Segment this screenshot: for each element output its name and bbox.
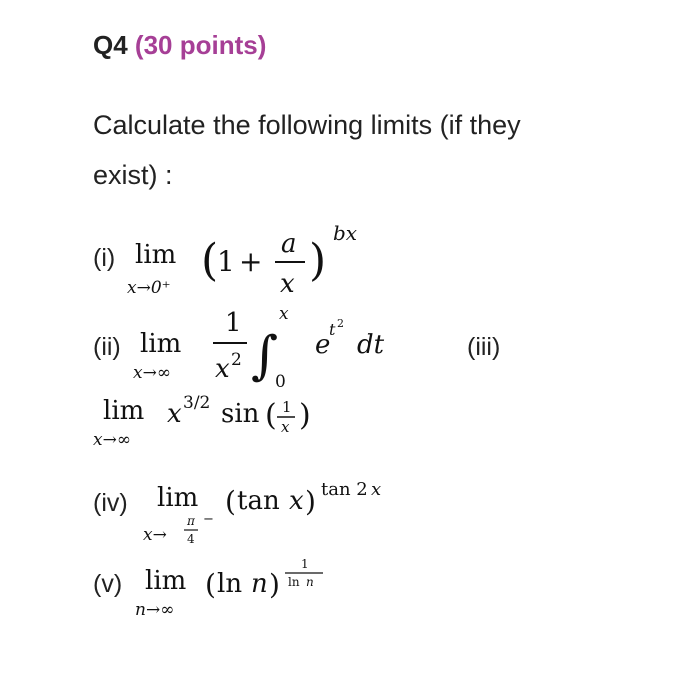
lim-subscript-iv: x→: [143, 525, 167, 545]
svg-text:): ): [305, 485, 316, 518]
subscript-pi-over-4: [177, 513, 217, 555]
svg-text:tan: tan: [237, 486, 280, 516]
limit-part-i: [93, 222, 393, 302]
lim-operator-iii: lim: [103, 396, 145, 426]
svg-text:t: t: [329, 320, 336, 339]
question-points: (30 points): [134, 30, 267, 60]
question-number: Q4: [93, 30, 128, 60]
expression-iv: [225, 475, 415, 525]
expression-ii: [211, 305, 401, 395]
svg-text:n: n: [251, 569, 268, 599]
svg-text:+: +: [239, 245, 263, 278]
svg-text:x: x: [215, 354, 230, 384]
svg-text:bx: bx: [333, 222, 358, 245]
limit-part-ii: [93, 305, 501, 395]
svg-text:(: (: [225, 485, 236, 518]
svg-text:tan 2: tan 2: [321, 479, 368, 500]
svg-text:e: e: [315, 330, 331, 360]
limit-part-iii: [93, 392, 353, 458]
svg-text:ln: ln: [288, 575, 300, 589]
svg-text:n: n: [306, 575, 314, 589]
expression-iii: [167, 392, 337, 452]
svg-text:(: (: [265, 398, 277, 433]
svg-text:x: x: [281, 418, 290, 436]
lim-operator-i: lim: [135, 240, 177, 270]
svg-text:x: x: [371, 479, 382, 500]
part-label-iii: (iii): [467, 333, 501, 361]
svg-text:∫: ∫: [251, 326, 279, 386]
svg-text:1: 1: [217, 245, 235, 278]
limit-part-iv: [93, 475, 423, 555]
lim-subscript-v: n→∞: [135, 600, 175, 620]
prompt-line-2: exist) :: [93, 160, 173, 190]
part-label-iv: (iv): [93, 489, 128, 517]
svg-text:): ): [269, 568, 280, 601]
svg-text:4: 4: [187, 532, 195, 546]
question-header: [93, 30, 266, 61]
lim-subscript-iii: x→∞: [93, 430, 131, 450]
svg-text:1: 1: [225, 308, 242, 338]
svg-text:x: x: [280, 269, 295, 299]
lim-subscript-i: x→0⁺: [127, 278, 171, 298]
svg-text:−: −: [203, 513, 214, 527]
svg-text:(: (: [205, 568, 216, 601]
svg-text:π: π: [187, 514, 195, 528]
svg-text:x: x: [279, 305, 289, 324]
part-label-ii: (ii): [93, 333, 121, 361]
limit-part-v: [93, 558, 393, 628]
svg-text:1: 1: [282, 398, 292, 416]
svg-text:sin: sin: [221, 399, 260, 429]
svg-text:0: 0: [275, 372, 286, 392]
svg-text:3/2: 3/2: [183, 393, 211, 413]
svg-text:a: a: [281, 229, 297, 259]
svg-text:2: 2: [231, 350, 242, 370]
svg-text:x: x: [167, 399, 182, 429]
prompt-line-1: Calculate the following limits (if they: [93, 110, 521, 140]
svg-text:1: 1: [301, 558, 309, 571]
expression-v: [205, 558, 355, 608]
svg-text:): ): [309, 235, 327, 286]
svg-text:): ): [299, 398, 311, 433]
svg-text:x: x: [289, 486, 304, 516]
part-label-v: (v): [93, 570, 123, 598]
svg-text:(: (: [201, 235, 219, 286]
part-label-i: (i): [93, 244, 116, 272]
expression-i: [201, 222, 361, 302]
svg-text:2: 2: [337, 317, 344, 330]
lim-subscript-ii: x→∞: [133, 363, 171, 383]
lim-operator-v: lim: [145, 566, 187, 596]
lim-operator-ii: lim: [140, 329, 182, 359]
svg-text:ln: ln: [217, 569, 243, 599]
lim-operator-iv: lim: [157, 483, 199, 513]
svg-text:dt: dt: [357, 330, 385, 360]
